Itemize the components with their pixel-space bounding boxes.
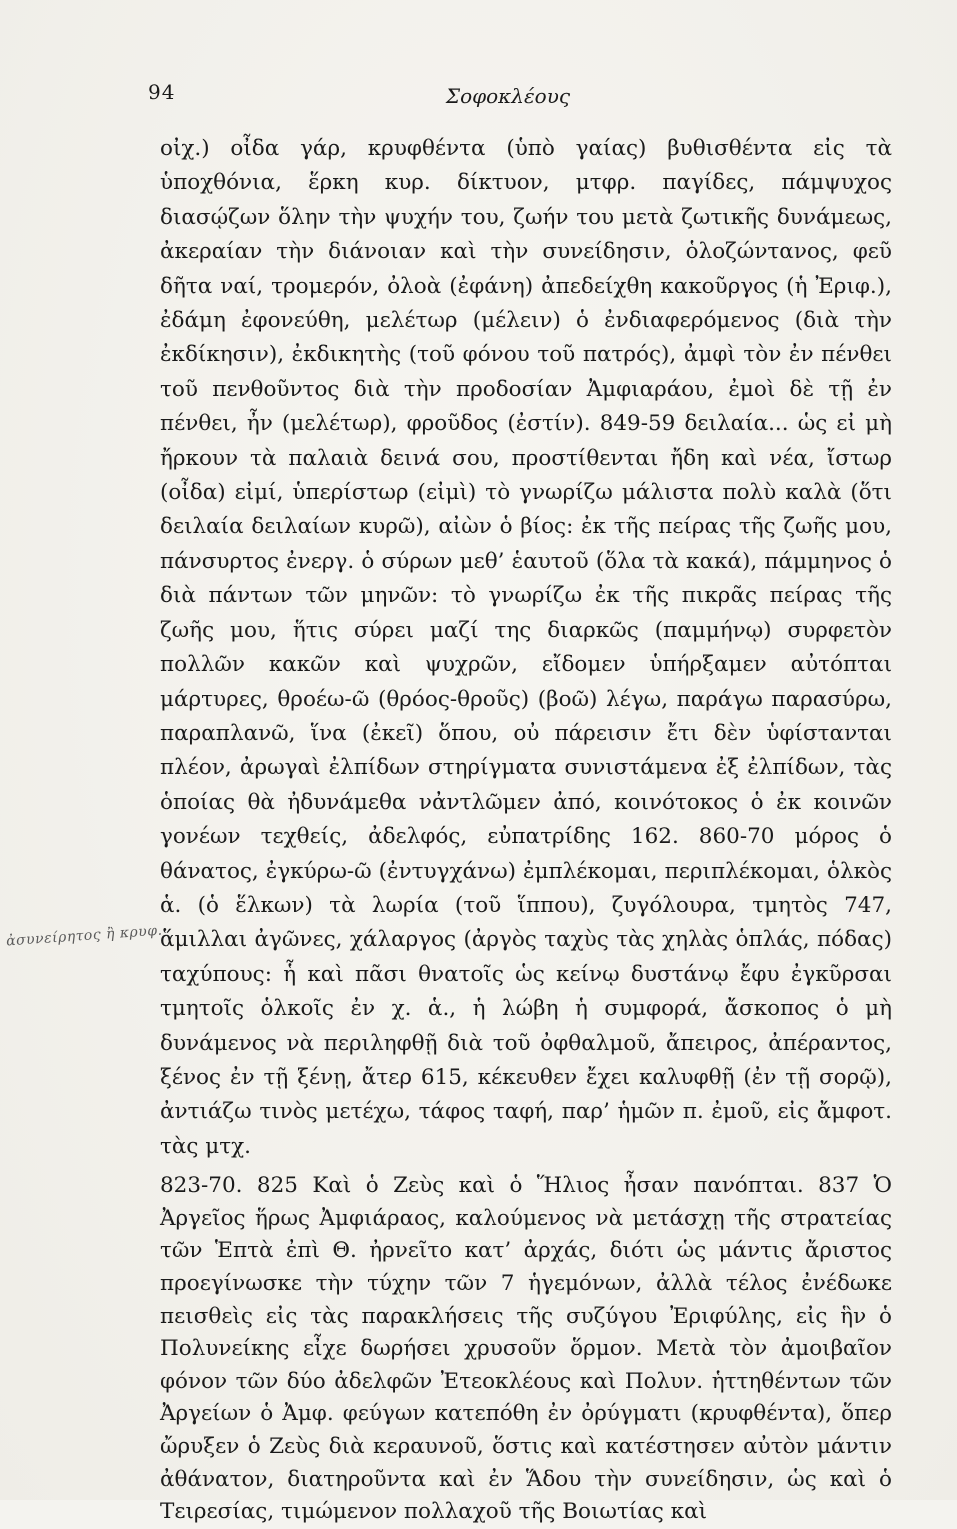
running-title: Σοφοκλέους: [445, 84, 571, 108]
commentary-text: [160, 132, 892, 1529]
page-number: 94: [148, 80, 176, 104]
page-header: [148, 74, 868, 114]
commentary-paragraph-1: οἰχ.) οἶδα γάρ, κρυφθέντα (ὑπὸ γαίας) βυθισθέντα εἰς τὰ ὑποχθόνια, ἕρκη κυρ. δίκτυον, μτφρ. παγίδες, πάμψυχος διασῴζων ὅλην τὴν ψυχήν του, ζωήν του μετὰ ζωτικῆς δυνάμεως, ἀκεραίαν τὴν διάνοιαν καὶ τὴν συνείδησιν, ὁλοζώντανος, φεῦ δῆτα ναί, τρομερόν, ὀλοὰ (ἐφάνη) ἀπεδείχθη κακοῦργος (ἡ Ἐριφ.), ἐδάμη ἐφονεύθη, μελέτωρ (μέλειν) ὁ ἐνδιαφερόμενος (διὰ τὴν ἐκδίκησιν), ἐκδικητὴς (τοῦ φόνου τοῦ πατρός), ἀμφὶ τὸν ἐν πένθει τοῦ πενθοῦντος διὰ τὴν προδοσίαν Ἀμφιαράου, ἐμοὶ δὲ τῇ ἐν πένθει, ἦν (μελέτωρ), φροῦδος (ἐστίν). 849-59 δειλαία... ὡς εἰ μὴ ἤρκουν τὰ παλαιὰ δεινά σου, προστίθενται ἤδη καὶ νέα, ἴστωρ (οἶδα) εἰμί, ὑπερίστωρ (εἰμὶ) τὸ γνωρίζω μάλιστα πολὺ καλὰ (ὅτι δειλαία δειλαίων κυρῶ), αἰὼν ὁ βίος: ἐκ τῆς πείρας τῆς ζωῆς μου, πάνσυρτος ἐνεργ. ὁ σύρων μεθ’ ἑαυτοῦ (ὅλα τὰ κακά), πάμμηνος ὁ διὰ πάντων τῶν μηνῶν: τὸ γνωρίζω ἐκ τῆς πικρᾶς πείρας τῆς ζωῆς μου, ἥτις σύρει μαζί της διαρκῶς (παμμήνῳ) συρφετὸν πολλῶν κακῶν καὶ ψυχρῶν, εἴδομεν ὑπήρξαμεν αὐτόπται μάρτυρες, θροέω-ῶ (θρόος-θροῦς) (βοῶ) λέγω, παράγω παρασύρω, παραπλανῶ, ἵνα (ἐκεῖ) ὅπου, οὐ πάρεισιν ἔτι δὲν ὑφίστανται πλέον, ἀρωγαὶ ἐλπίδων στηρίγματα συνιστάμενα ἐξ ἐλπίδων, τὰς ὁποίας θὰ ἠδυνάμεθα νἀντλῶμεν ἀπό, κοινότοκος ὁ ἐκ κοινῶν γονέων τεχθείς, ἀδελφός, εὐπατρίδης 162. 860-70 μόρος ὁ θάνατος, ἐγκύρω-ῶ (ἐντυγχάνω) ἐμπλέκομαι, περιπλέκομαι, ὁλκὸς ἁ. (ὁ ἕλκων) τὰ λωρία (τοῦ ἵππου), ζυγόλουρα, τμητὸς 747, ἅμιλλαι ἀγῶνες, χάλαργος (ἀργὸς ταχὺς τὰς χηλὰς ὁπλάς, πόδας) ταχύπους: ἧ καὶ πᾶσι θνατοῖς ὡς κείνῳ δυστάνῳ ἔφυ ἐγκῦρσαι τμητοῖς ὁλκοῖς ἐν χ. ἁ., ἡ λώβη ἡ συμφορά, ἄσκοπος ὁ μὴ δυνάμενος νὰ περιληφθῇ διὰ τοῦ ὀφθαλμοῦ, ἄπειρος, ἀπέραντος, ξένος ἐν τῇ ξένῃ, ἄτερ 615, κέκευθεν ἔχει καλυφθῇ (ἐν τῇ σορῷ), ἀντιάζω τινὸς μετέχω, τάφος ταφή, παρ’ ἡμῶν π. ἐμοῦ, εἰς ἄμφοτ. τὰς μτχ.: [160, 136, 892, 1159]
commentary-paragraph-2: 823-70. 825 Καὶ ὁ Ζεὺς καὶ ὁ Ἥλιος ἦσαν πανόπται. 837 Ὁ Ἀργεῖος ἥρως Ἀμφιάραος, καλούμενος νὰ μετάσχῃ τῆς στρατείας τῶν Ἑπτὰ ἐπὶ Θ. ἠρνεῖτο κατ’ ἀρχάς, διότι ὡς μάντις ἄριστος προεγίνωσκε τὴν τύχην τῶν 7 ἡγεμόνων, ἀλλὰ τέλος ἐνέδωκε πεισθεὶς εἰς τὰς παρακλήσεις τῆς συζύγου Ἐριφύλης, εἰς ἣν ὁ Πολυνείκης εἶχε δωρήσει χρυσοῦν ὅρμον. Μετὰ τὸν ἀμοιβαῖον φόνον τῶν δύο ἀδελφῶν Ἐτεοκλέους καὶ Πολυν. ἡττηθέντων τῶν Ἀργείων ὁ Ἀμφ. φεύγων κατεπόθη ἐν ὀρύγματι (κρυφθέντα), ὅπερ ὤρυξεν ὁ Ζεὺς διὰ κεραυνοῦ, ὅστις καὶ κατέστησεν αὐτὸν μάντιν ἀθάνατον, διατηροῦντα καὶ ἐν Ἅδου τὴν συνείδησιν, ὡς καὶ ὁ Τειρεσίας, τιμώμενον πολλαχοῦ τῆς Βοιωτίας καὶ: [160, 1173, 892, 1525]
handwritten-margin-note: ἀσυνείρητος ἢ κρυφ.: [5, 922, 164, 950]
